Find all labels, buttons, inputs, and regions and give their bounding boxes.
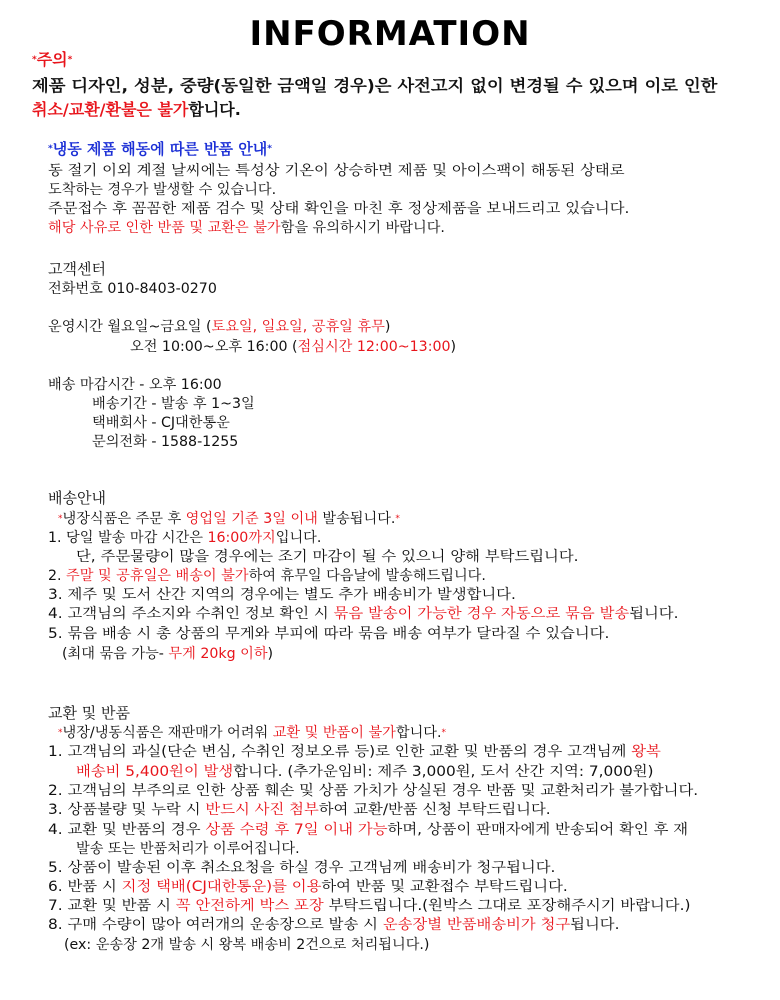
shipping-item-1-cont: 단, 주문물량이 많을 경우에는 조기 마감이 될 수 있으니 양해 부탁드립니다. (76, 549, 579, 565)
returns-item-2: 2. 고객님의 부주의로 인한 상품 훼손 및 상품 가치가 상실된 경우 반품 및 교환처리가 불가합니다. (48, 783, 699, 799)
cs-ship-cutoff: 배송 마감시간 - 오후 16:00 (48, 377, 222, 393)
returns-item-6: 6. 반품 시 지정 택배(CJ대한통운)를 이용하여 반품 및 교환접수 부탁드립니다. (48, 879, 568, 895)
returns-item-5: 5. 상품이 발송된 이후 취소요청을 하실 경우 고객님께 배송비가 청구됩니다. (48, 860, 556, 876)
returns-heading: 교환 및 반품 (48, 704, 130, 722)
returns-item-8-cont: (ex: 운송장 2개 발송 시 왕복 배송비 2건으로 처리됩니다.) (64, 937, 430, 953)
returns-item-3: 3. 상품불량 및 누락 시 반드시 사진 첨부하여 교환/반품 신청 부탁드립니다. (48, 802, 551, 818)
shipping-intro: *냉장식품은 주문 후 영업일 기준 3일 이내 발송됩니다.* (58, 511, 400, 527)
cs-hours: 운영시간 월요일~금요일 (토요일, 일요일, 공휴일 휴무) (48, 319, 391, 335)
frozen-line-2: 도착하는 경우가 발생할 수 있습니다. (48, 182, 277, 198)
shipping-item-4: 4. 고객님의 주소지와 수취인 정보 확인 시 묶음 발송이 가능한 경우 자동으로 묶음 발송됩니다. (48, 606, 679, 622)
returns-intro: *냉장/냉동식품은 재판매가 어려워 교환 및 반품이 불가합니다.* (58, 725, 446, 741)
cs-courier: 택배회사 - CJ대한통운 (92, 415, 230, 431)
page-title: INFORMATION (249, 14, 531, 54)
cs-phone: 전화번호 010-8403-0270 (48, 281, 217, 297)
returns-item-4-cont: 발송 또는 반품처리가 이루어집니다. (76, 841, 300, 857)
notice-line-2: 취소/교환/환불은 불가합니다. (32, 100, 241, 119)
returns-item-1: 1. 고객님의 과실(단순 변심, 수취인 정보오류 등)로 인한 교환 및 반품의 경우 고객님께 왕복 (48, 744, 661, 760)
shipping-item-5: 5. 묶음 배송 시 총 상품의 무게와 부피에 따라 묶음 배송 여부가 달라질 수 있습니다. (48, 626, 610, 642)
frozen-line-3: 주문접수 후 꼼꼼한 제품 검수 및 상태 확인을 마친 후 정상제품을 보내드리고 있습니다. (48, 201, 630, 217)
cs-heading: 고객센터 (48, 260, 106, 278)
shipping-item-2: 2. 주말 및 공휴일은 배송이 불가하여 휴무일 다음날에 발송해드립니다. (48, 568, 486, 584)
shipping-item-1: 1. 당일 발송 마감 시간은 16:00까지입니다. (48, 530, 322, 546)
notice-line-1: 제품 디자인, 성분, 중량(동일한 금액일 경우)은 사전고지 없이 변경될 수 있으며 이로 인한 (32, 76, 718, 95)
shipping-item-5-cont: (최대 묶음 가능- 무게 20kg 이하) (62, 646, 274, 662)
returns-item-4: 4. 교환 및 반품의 경우 상품 수령 후 7일 이내 가능하며, 상품이 판매자에게 반송되어 확인 후 재 (48, 822, 689, 838)
cs-inquiry: 문의전화 - 1588-1255 (92, 434, 239, 450)
cs-hours-2: 오전 10:00~오후 16:00 (점심시간 12:00~13:00) (130, 339, 457, 355)
returns-item-8: 8. 구매 수량이 많아 여러개의 운송장으로 발송 시 운송장별 반품배송비가 청구됩니다. (48, 917, 620, 933)
shipping-heading: 배송안내 (48, 489, 106, 507)
cs-ship-period: 배송기간 - 발송 후 1~3일 (92, 396, 255, 412)
frozen-line-4: 해당 사유로 인한 반품 및 교환은 불가함을 유의하시기 바랍니다. (48, 220, 445, 236)
shipping-item-3: 3. 제주 및 도서 산간 지역의 경우에는 별도 추가 배송비가 발생합니다. (48, 587, 516, 603)
returns-item-1-cont: 배송비 5,400원이 발생합니다. (추가운임비: 제주 3,000원, 도서 산간 지역: 7,000원) (76, 764, 654, 780)
frozen-heading: *냉동 제품 해동에 따른 반품 안내* (48, 140, 272, 158)
frozen-line-1: 동 절기 이외 계절 날씨에는 특성상 기온이 상승하면 제품 및 아이스팩이 해동된 상태로 (48, 163, 625, 179)
notice-heading: *주의* (32, 50, 73, 69)
returns-item-7: 7. 교환 및 반품 시 꼭 안전하게 박스 포장 부탁드립니다.(원박스 그대로 포장해주시기 바랍니다.) (48, 898, 691, 914)
